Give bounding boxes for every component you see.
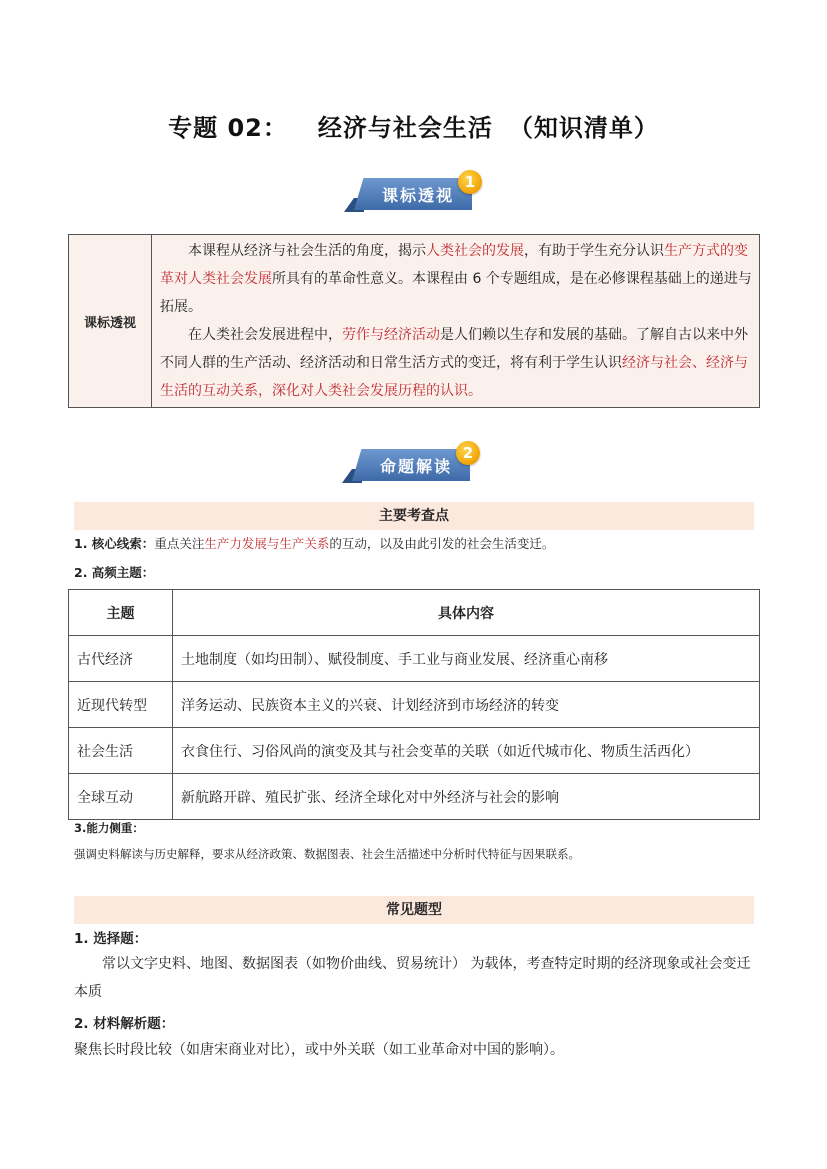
table-cell: 近现代转型 <box>69 682 173 728</box>
table-header-cell: 具体内容 <box>173 590 760 636</box>
material-label: 2. 材料解析题： <box>74 1016 175 1032</box>
table-cell: 洋务运动、民族资本主义的兴衰、计划经济到市场经济的转变 <box>173 682 760 728</box>
choice-text: 常以文字史料、地图、数据图表（如物价曲线、贸易统计） 为载体，考查特定时期的经济现象或社会变迁本质 <box>74 956 751 1000</box>
table-header-cell: 主题 <box>69 590 173 636</box>
table-row <box>69 728 760 774</box>
section-badge-exam <box>352 441 492 485</box>
table-header-row <box>69 590 760 636</box>
core-highlight: 生产力发展与生产关系 <box>204 536 330 551</box>
title-prefix: 专题 02： <box>168 114 288 142</box>
topics-label: 2. 高频主题： <box>74 565 155 580</box>
curriculum-table-body <box>152 235 760 408</box>
section-badge-curriculum <box>354 170 494 214</box>
title-suffix: （知识清单） <box>508 114 659 142</box>
highlight-text: 经济与社会、经济与生活的互动关系，深化对人类社会发展历程的认识。 <box>160 355 748 399</box>
body-text: 是人们赖以生存和发展的基础。了解自古以来中外不同人群的生产活动、经济活动和日常生活方式的变迁，将有利于学生认识 <box>160 327 748 371</box>
body-text: 本课程从经济与社会生活的角度，揭示 <box>188 243 426 259</box>
table-cell: 土地制度（如均田制）、赋役制度、手工业与商业发展、经济重心南移 <box>173 636 760 682</box>
core-label: 1. 核心线索： <box>74 536 155 551</box>
badge-number-icon: 2 <box>456 441 480 465</box>
badge-label: 命题解读 <box>379 457 452 476</box>
badge-label: 课标透视 <box>381 186 454 205</box>
title-main: 经济与社会生活 <box>317 114 493 142</box>
curriculum-table <box>68 234 760 408</box>
choice-label: 1. 选择题： <box>74 931 148 947</box>
table-row <box>69 774 760 820</box>
curriculum-table-head: 课标透视 <box>69 235 152 408</box>
highlight-text: 劳作与经济活动 <box>342 327 440 343</box>
core-post: 的互动，以及由此引发的社会生活变迁。 <box>329 536 555 551</box>
ability-text: 强调史料解读与历史解释，要求从经济政策、数据图表、社会生活描述中分析时代特征与因果联系。 <box>74 847 580 861</box>
body-text: 所具有的革命性意义。本课程由 6 个专题组成，是在必修课程基础上的递进与拓展。 <box>160 271 752 315</box>
core-pre: 重点关注 <box>154 536 205 551</box>
exam-points-band: 主要考查点 <box>74 502 754 530</box>
curriculum-paragraph-2 <box>160 321 753 405</box>
material-text: 聚焦长时段比较（如唐宋商业对比），或中外关联（如工业革命对中国的影响）。 <box>74 1042 564 1058</box>
body-text: ，有助于学生充分认识 <box>524 243 664 259</box>
badge-number-icon: 1 <box>458 170 482 194</box>
highlight-text: 生产方式的变革对人类社会发展 <box>160 243 748 287</box>
curriculum-paragraph-1 <box>160 237 753 321</box>
table-row <box>69 682 760 728</box>
table-row <box>69 636 760 682</box>
topics-table <box>68 589 760 820</box>
ability-label: 3.能力侧重： <box>74 821 144 835</box>
question-types-band: 常见题型 <box>74 896 754 924</box>
table-cell: 全球互动 <box>69 774 173 820</box>
core-line <box>74 534 554 552</box>
highlight-text: 人类社会的发展 <box>426 243 524 259</box>
body-text: 在人类社会发展进程中， <box>188 327 342 343</box>
table-cell: 社会生活 <box>69 728 173 774</box>
table-cell: 新航路开辟、殖民扩张、经济全球化对中外经济与社会的影响 <box>173 774 760 820</box>
page-title <box>0 108 827 143</box>
table-cell: 古代经济 <box>69 636 173 682</box>
table-cell: 衣食住行、习俗风尚的演变及其与社会变革的关联（如近代城市化、物质生活西化） <box>173 728 760 774</box>
